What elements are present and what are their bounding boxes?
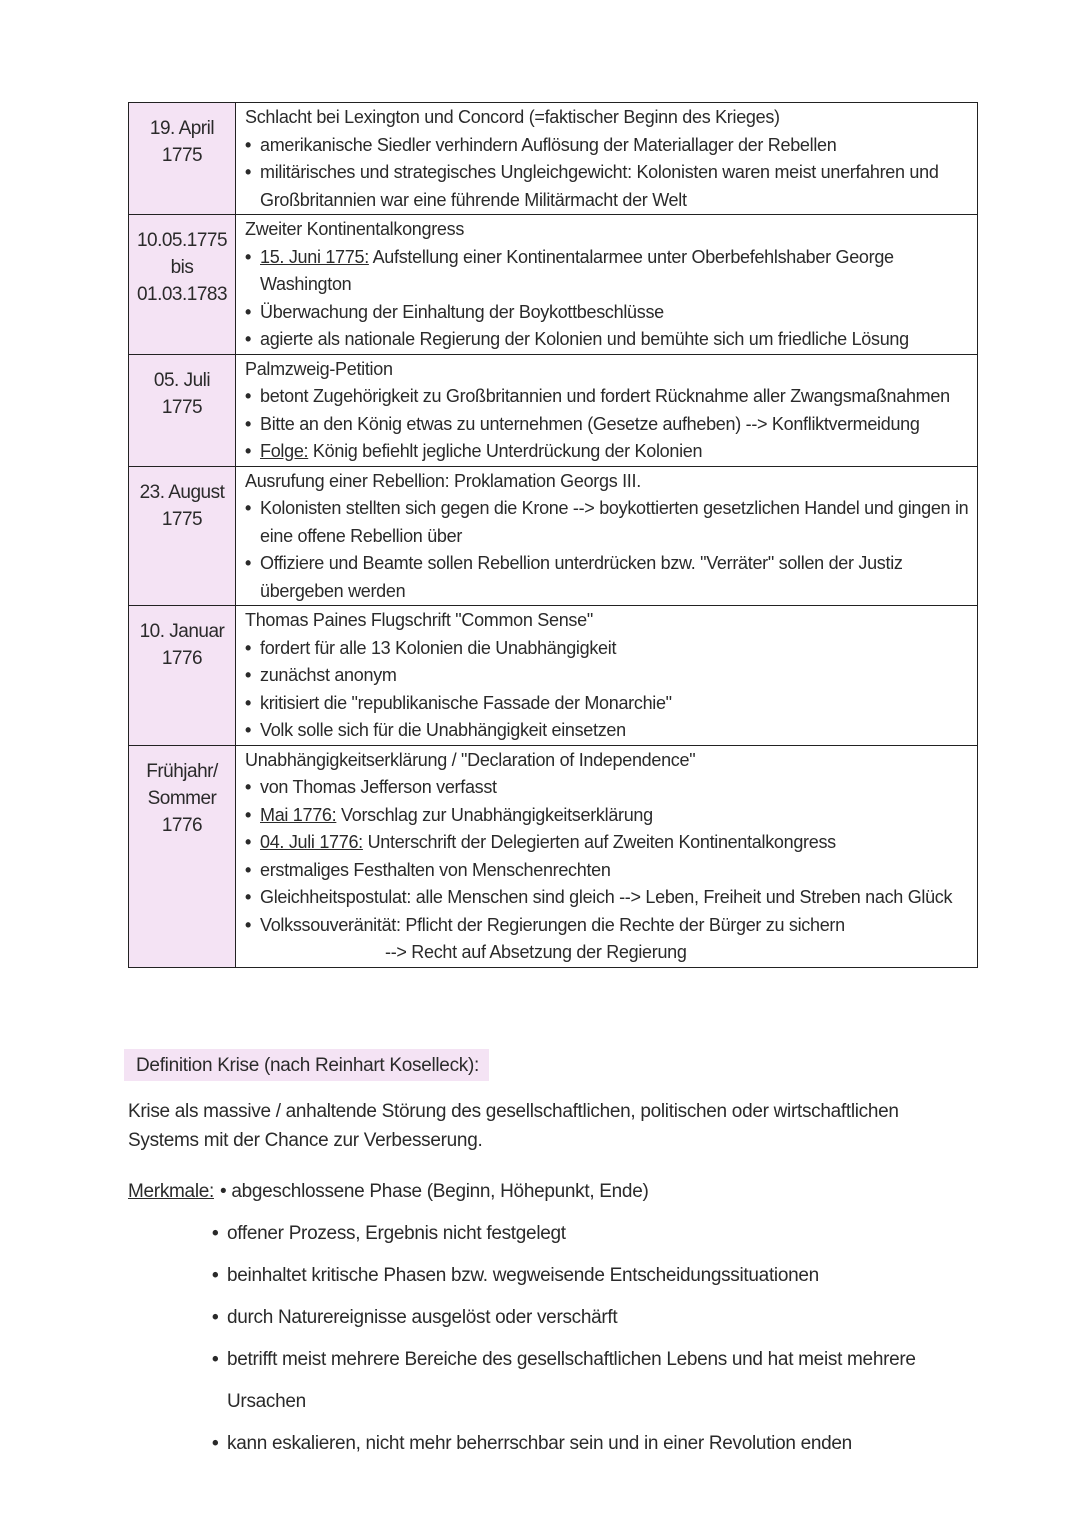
timeline-row bbox=[129, 215, 978, 355]
timeline-table bbox=[128, 102, 978, 968]
bullet-text: Unterschrift der Delegierten auf Zweiten Kontinentalkongress bbox=[362, 832, 836, 852]
event-bullet bbox=[245, 438, 969, 466]
event-bullets bbox=[245, 383, 969, 466]
bullet-label: Mai 1776: bbox=[260, 804, 337, 825]
bullet-text: Volk solle sich für die Unabhängigkeit einsetzen bbox=[260, 720, 626, 740]
bullet-text: Vorschlag zur Unabhängigkeitserklärung bbox=[336, 804, 653, 825]
event-bullet bbox=[245, 326, 969, 354]
event-bullet bbox=[245, 884, 969, 912]
date-line: 1775 bbox=[161, 508, 203, 530]
date-line: Sommer bbox=[147, 787, 217, 809]
features-list bbox=[128, 1213, 974, 1465]
timeline-content-cell bbox=[236, 745, 978, 967]
bullet-continuation: --> Recht auf Absetzung der Regierung bbox=[385, 942, 687, 962]
timeline-date-cell bbox=[129, 103, 236, 215]
event-title: Schlacht bei Lexington und Concord (=faktischer Beginn des Krieges) bbox=[245, 107, 780, 127]
event-bullet bbox=[245, 857, 969, 885]
event-bullet bbox=[245, 383, 969, 411]
date-line: 19. April bbox=[149, 118, 215, 139]
feature-item: • beinhaltet kritische Phasen bzw. wegweisende Entscheidungssituationen bbox=[212, 1255, 974, 1297]
bullet-text: Kolonisten stellten sich gegen die Krone --> boykottierten gesetzlichen Handel und gingen in eine offene Rebellion über bbox=[260, 498, 969, 546]
bullet-text: von Thomas Jefferson verfasst bbox=[260, 777, 497, 797]
event-bullet bbox=[245, 717, 969, 745]
event-bullet bbox=[245, 635, 969, 663]
bullet-text: Volkssouveränität: Pflicht der Regierungen die Rechte der Bürger zu sichern bbox=[260, 914, 845, 935]
date-line: 10. Januar bbox=[139, 621, 225, 642]
timeline-row bbox=[129, 606, 978, 746]
bullet-text: kritisiert die "republikanische Fassade der Monarchie" bbox=[260, 692, 672, 713]
event-title: Thomas Paines Flugschrift "Common Sense" bbox=[245, 610, 593, 630]
bullet-text: militärisches und strategisches Ungleichgewicht: Kolonisten waren meist unerfahren und Großbritannien war eine führende Militärmacht der Welt bbox=[260, 162, 939, 210]
timeline-content-cell bbox=[236, 466, 978, 606]
event-title: Zweiter Kontinentalkongress bbox=[245, 219, 465, 239]
timeline-body bbox=[129, 103, 978, 968]
timeline-row bbox=[129, 466, 978, 606]
feature-item-text: abgeschlossene Phase (Beginn, Höhepunkt, Ende) bbox=[231, 1181, 649, 1202]
date-line: 23. August bbox=[139, 481, 225, 503]
date-line: 1775 bbox=[161, 145, 203, 166]
timeline-date-cell bbox=[129, 354, 236, 466]
date-line: 1776 bbox=[161, 814, 203, 836]
event-bullet bbox=[245, 912, 969, 940]
event-bullet bbox=[245, 159, 969, 214]
event-bullet bbox=[245, 550, 969, 605]
bullet-text: Gleichheitspostulat: alle Menschen sind gleich --> Leben, Freiheit und Streben nach Glück bbox=[260, 887, 953, 907]
event-title: Palmzweig-Petition bbox=[245, 358, 393, 379]
timeline-row bbox=[129, 745, 978, 967]
bullet-label: Folge: bbox=[260, 441, 309, 461]
timeline-date-cell bbox=[129, 606, 236, 746]
definition-text: Krise als massive / anhaltende Störung des gesellschaftlichen, politischen oder wirtschaftlichen Systems mit der Chance zur Verbesserung. bbox=[128, 1101, 899, 1151]
features-block bbox=[128, 1171, 974, 1465]
bullet-text: fordert für alle 13 Kolonien die Unabhängigkeit bbox=[260, 637, 617, 658]
bullet-text: amerikanische Siedler verhindern Auflösung der Materiallager der Rebellen bbox=[260, 134, 837, 155]
features-first-line bbox=[128, 1171, 974, 1213]
date-line: Frühjahr/ bbox=[146, 760, 218, 782]
event-bullet bbox=[245, 662, 969, 690]
event-bullets bbox=[245, 132, 969, 215]
feature-item: • betrifft meist mehrere Bereiche des gesellschaftlichen Lebens und hat meist mehrere Ursachen bbox=[212, 1339, 974, 1423]
feature-item: • offener Prozess, Ergebnis nicht festgelegt bbox=[212, 1213, 974, 1255]
event-bullet bbox=[245, 411, 969, 439]
timeline-row bbox=[129, 103, 978, 215]
bullet-label: 15. Juni 1775: bbox=[260, 246, 369, 267]
features-label: Merkmale: bbox=[128, 1181, 214, 1202]
bullet-text: betont Zugehörigkeit zu Großbritannien und fordert Rücknahme aller Zwangsmaßnahmen bbox=[260, 386, 950, 406]
event-bullets bbox=[245, 244, 969, 354]
timeline-content-cell bbox=[236, 103, 978, 215]
date-line: 1775 bbox=[161, 396, 203, 418]
bullet-text: zunächst anonym bbox=[260, 665, 397, 685]
timeline-date-cell bbox=[129, 466, 236, 606]
event-bullets bbox=[245, 635, 969, 745]
event-bullet bbox=[245, 802, 969, 830]
date-line: 10.05.1775 bbox=[136, 230, 228, 251]
event-bullets bbox=[245, 495, 969, 605]
bullet-text: Überwachung der Einhaltung der Boykottbeschlüsse bbox=[260, 301, 664, 322]
bullet-text: erstmaliges Festhalten von Menschenrechten bbox=[260, 859, 611, 880]
timeline-content-cell bbox=[236, 606, 978, 746]
date-line: 1776 bbox=[161, 648, 203, 669]
bullet-label: 04. Juli 1776: bbox=[260, 832, 363, 852]
bullet-text: Aufstellung einer Kontinentalarmee unter Oberbefehlshaber George Washington bbox=[260, 246, 894, 294]
event-bullet bbox=[245, 495, 969, 550]
definition-heading: Definition Krise (nach Reinhart Koselleck): bbox=[124, 1049, 489, 1081]
timeline-content-cell bbox=[236, 215, 978, 355]
features-bullet-first: • abgeschlossene Phase (Beginn, Höhepunkt, Ende) bbox=[219, 1181, 649, 1202]
event-bullet bbox=[245, 774, 969, 802]
bullet-text: agierte als nationale Regierung der Kolonien und bemühte sich um friedliche Lösung bbox=[260, 329, 909, 349]
timeline-row bbox=[129, 354, 978, 466]
date-line: 01.03.1783 bbox=[136, 284, 228, 305]
bullet-text: König befiehlt jegliche Unterdrückung der Kolonien bbox=[308, 441, 703, 461]
event-title: Ausrufung einer Rebellion: Proklamation Georgs III. bbox=[245, 470, 641, 491]
timeline-date-cell bbox=[129, 215, 236, 355]
timeline-content-cell bbox=[236, 354, 978, 466]
date-line: bis bbox=[170, 257, 194, 278]
event-title: Unabhängigkeitserklärung / "Declaration of Independence" bbox=[245, 749, 696, 770]
event-bullets bbox=[245, 774, 969, 939]
event-bullet bbox=[245, 299, 969, 327]
feature-item: • durch Naturereignisse ausgelöst oder verschärft bbox=[212, 1297, 974, 1339]
bullet-text: Bitte an den König etwas zu unternehmen (Gesetze aufheben) --> Konfliktvermeidung bbox=[260, 413, 920, 434]
definition-section bbox=[124, 1049, 974, 1465]
feature-item: • kann eskalieren, nicht mehr beherrschbar sein und in einer Revolution enden bbox=[212, 1423, 974, 1465]
event-bullet bbox=[245, 244, 969, 299]
event-bullet bbox=[245, 690, 969, 718]
date-line: 05. Juli bbox=[153, 369, 211, 391]
event-bullet bbox=[245, 132, 969, 160]
event-bullet bbox=[245, 829, 969, 857]
timeline-date-cell bbox=[129, 745, 236, 967]
bullet-text: Offiziere und Beamte sollen Rebellion unterdrücken bzw. "Verräter" sollen der Justiz übergeben werden bbox=[260, 553, 903, 601]
